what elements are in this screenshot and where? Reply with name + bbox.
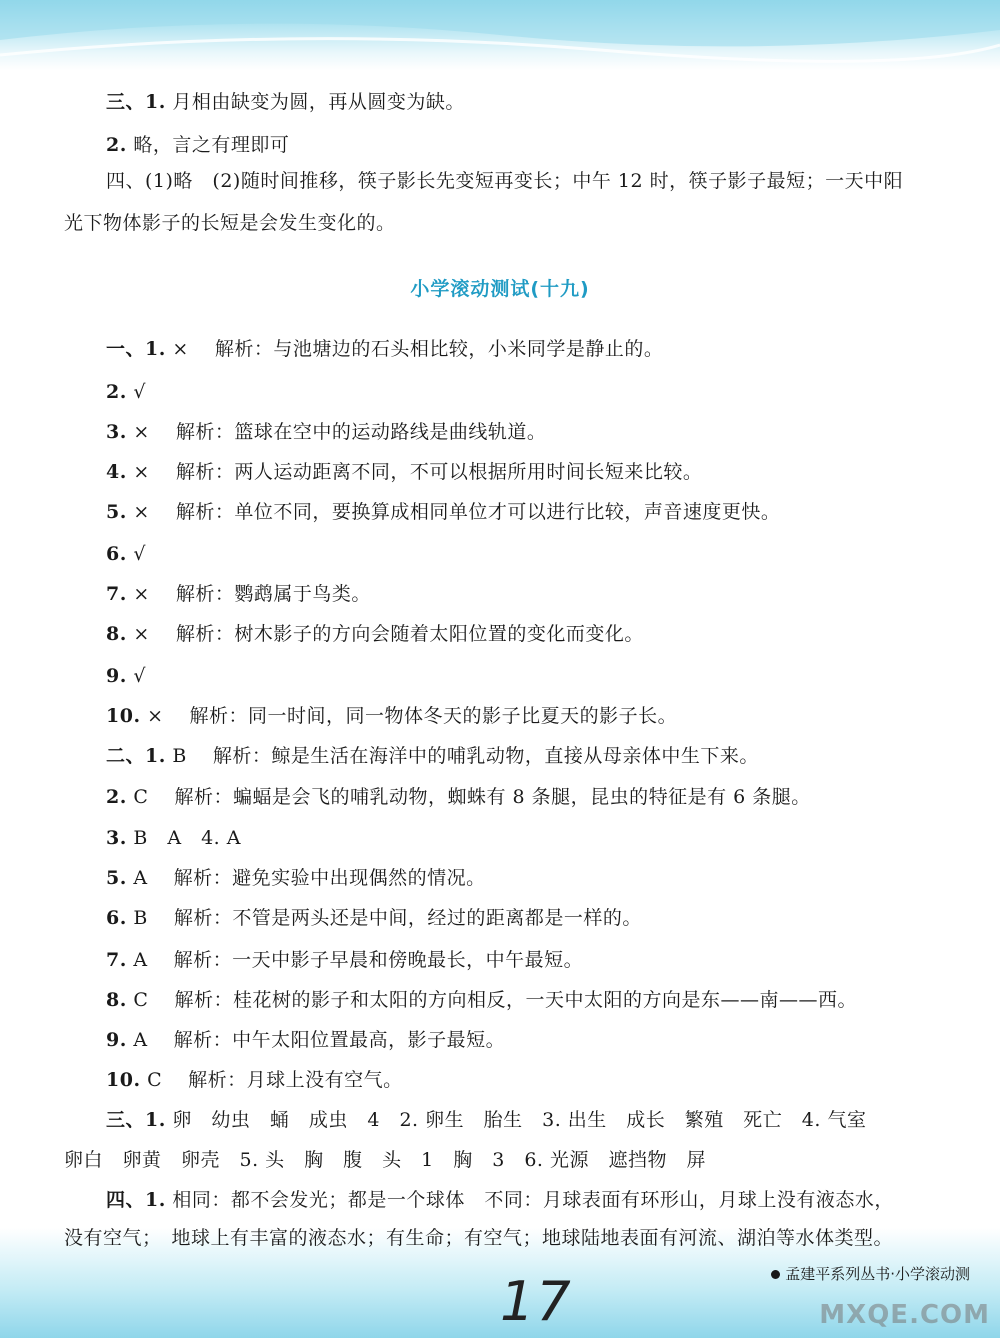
answer-line-top-0: 三、1. 月相由缺变为圆，再从圆变为缺。	[106, 91, 465, 113]
part3-line-2: 卵白 卵黄 卵壳 5. 头 胸 腹 头 1 胸 3 6. 光源 遮挡物 屏	[64, 1149, 707, 1171]
part2-item-2: 2. C 解析：蝙蝠是会飞的哺乳动物，蜘蛛有 8 条腿，昆虫的特征是有 6 条腿。	[106, 786, 811, 808]
page-number: 17	[500, 1270, 573, 1333]
part1-item-5: 5. × 解析：单位不同，要换算成相同单位才可以进行比较，声音速度更快。	[106, 501, 781, 523]
part2-item-6: 6. B 解析：不管是两头还是中间，经过的距离都是一样的。	[106, 907, 642, 929]
part2-item-5: 5. A 解析：避免实验中出现偶然的情况。	[106, 867, 486, 889]
footer-series-label: 孟建平系列丛书·小学滚动测	[771, 1263, 970, 1284]
part2-item-9: 9. A 解析：中午太阳位置最高，影子最短。	[106, 1029, 506, 1051]
part1-item-1: 一、1. × 解析：与池塘边的石头相比较，小米同学是静止的。	[106, 338, 664, 360]
part1-item-7: 7. × 解析：鹦鹉属于鸟类。	[106, 583, 371, 605]
part2-item-1: 二、1. B 解析：鲸是生活在海洋中的哺乳动物，直接从母亲体中生下来。	[106, 745, 759, 767]
bullet-icon	[771, 1270, 780, 1279]
part1-item-8: 8. × 解析：树木影子的方向会随着太阳位置的变化而变化。	[106, 623, 644, 645]
part4-line-1: 四、1. 相同：都不会发光；都是一个球体 不同：月球表面有环形山，月球上没有液态水，	[106, 1189, 894, 1211]
part1-item-3: 3. × 解析：篮球在空中的运动路线是曲线轨道。	[106, 421, 547, 443]
answer-line-top-1: 2. 略，言之有理即可	[106, 134, 290, 156]
header-decoration-band	[0, 0, 1000, 70]
part2-item-10: 10. C 解析：月球上没有空气。	[106, 1069, 403, 1091]
section-title: 小学滚动测试(十九)	[410, 278, 590, 300]
part1-item-2: 2. √	[106, 381, 146, 403]
part1-item-4: 4. × 解析：两人运动距离不同，不可以根据所用时间长短来比较。	[106, 461, 703, 483]
answer-line-top-2: 四、(1)略 (2)随时间推移，筷子影长先变短再变长；中午 12 时，筷子影子最短；一天中阳	[106, 170, 904, 192]
wave-decoration	[0, 0, 1000, 70]
answer-line-top-3: 光下物体影子的长短是会发生变化的。	[64, 212, 396, 234]
part2-item-3: 3. B A 4. A	[106, 827, 241, 849]
part2-item-7: 7. A 解析：一天中影子早晨和傍晚最长，中午最短。	[106, 949, 584, 971]
watermark: MXQE.COM	[819, 1300, 990, 1330]
part1-item-10: 10. × 解析：同一时间，同一物体冬天的影子比夏天的影子长。	[106, 705, 678, 727]
part1-item-9: 9. √	[106, 665, 146, 687]
part4-line-2: 没有空气； 地球上有丰富的液态水；有生命；有空气；地球陆地表面有河流、湖泊等水体类型。	[64, 1227, 894, 1249]
part3-line-1: 三、1. 卵 幼虫 蛹 成虫 4 2. 卵生 胎生 3. 出生 成长 繁殖 死亡 4. 气室	[106, 1109, 867, 1131]
part1-item-6: 6. √	[106, 543, 146, 565]
part2-item-8: 8. C 解析：桂花树的影子和太阳的方向相反，一天中太阳的方向是东——南——西。	[106, 989, 857, 1011]
